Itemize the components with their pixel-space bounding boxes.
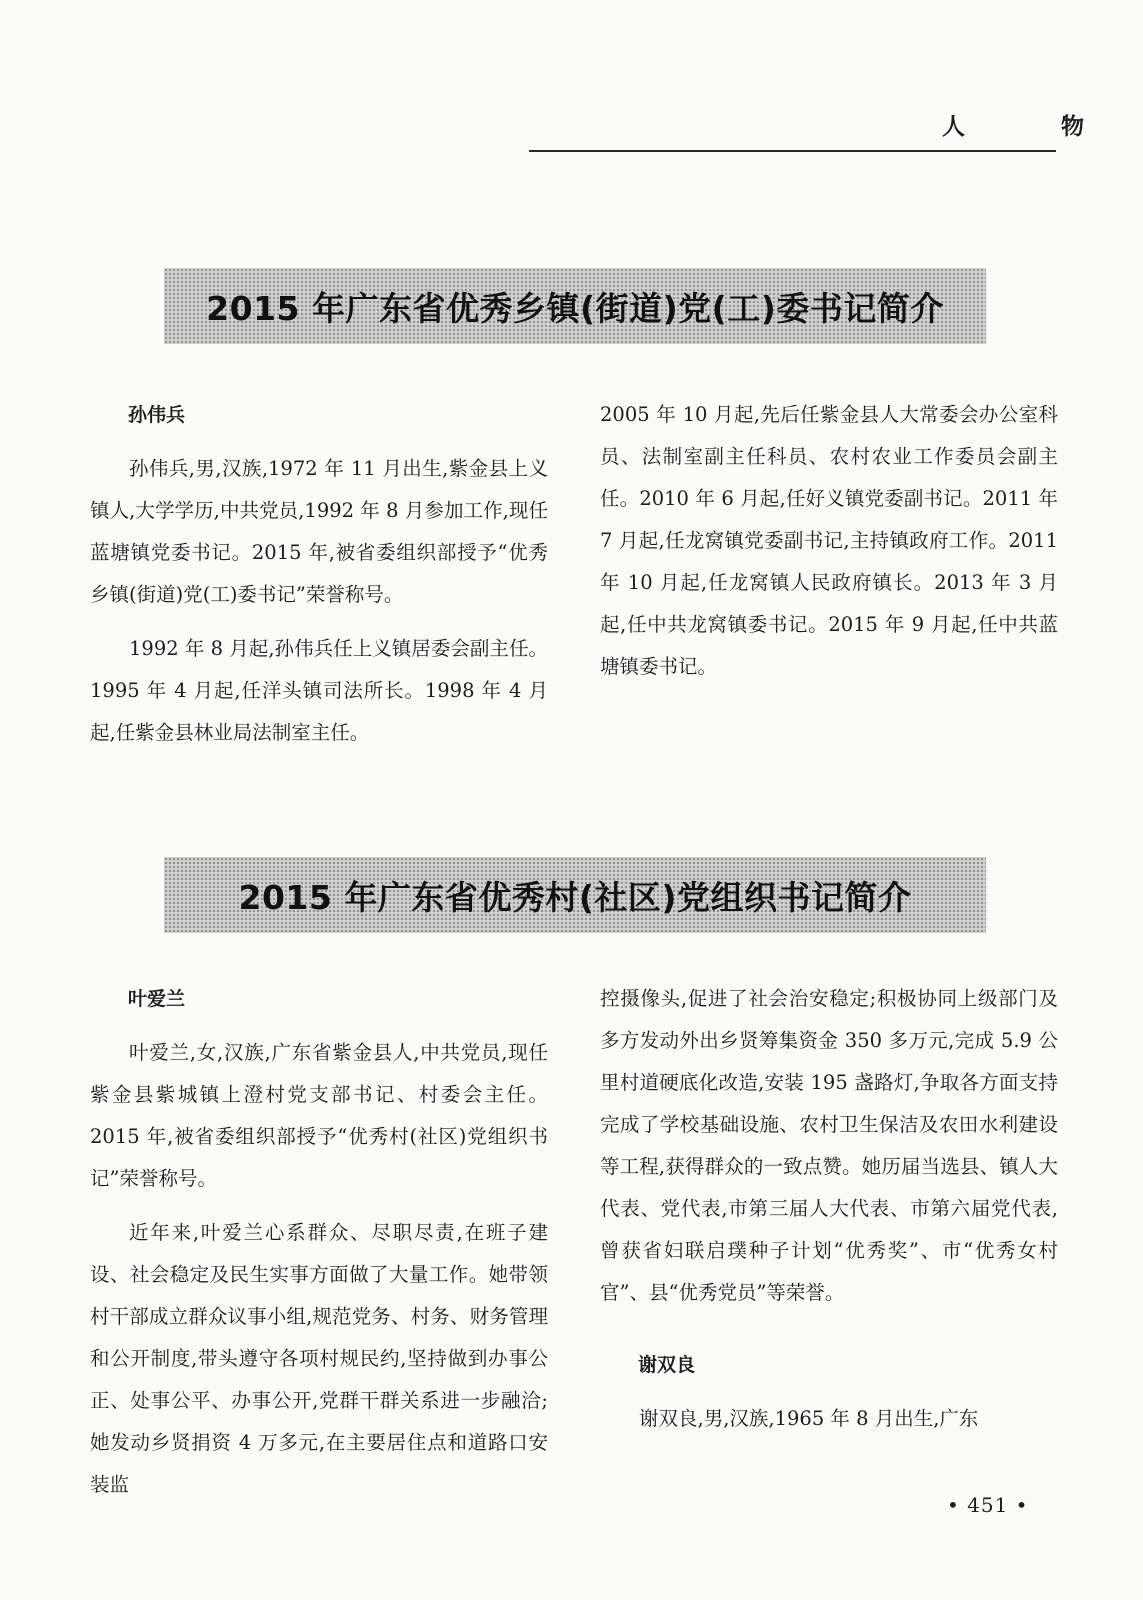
page-number: • 451 • [947, 1493, 1029, 1517]
section2-left-column [90, 978, 548, 1506]
section2-title: 2015 年广东省优秀村(社区)党组织书记简介 [238, 877, 912, 917]
person-name-ye: 叶爱兰 [128, 988, 186, 1010]
paragraph: 1992 年 8 月起,孙伟兵任上义镇居委会副主任。1995 年 4 月起,任洋头镇司法所长。1998 年 4 月起,任紫金县林业局法制室主任。 [90, 637, 548, 744]
section2-banner [164, 857, 986, 933]
section1-left-column [90, 394, 548, 754]
section2-right-column [600, 978, 1058, 1440]
paragraph-continued: 2005 年 10 月起,先后任紫金县人大常委会办公室科员、法制室副主任科员、农村农业工作委员会副主任。2010 年 6 月起,任好义镇党委副书记。2011 年 7 月起,任龙窝镇党委副书记,主持镇政府工作。2011 年 10 月起,任龙窝镇人民政府镇长。2013 年 3 月起,任中共龙窝镇委书记。2015 年 9 月起,任中共蓝塘镇委书记。 [600, 403, 1058, 678]
person-name-xie: 谢双良 [638, 1354, 696, 1376]
section1-banner [164, 268, 986, 344]
paragraph: 近年来,叶爱兰心系群众、尽职尽责,在班子建设、社会稳定及民生实事方面做了大量工作。她带领村干部成立群众议事小组,规范党务、村务、财务管理和公开制度,带头遵守各项村规民约,坚持做到办事公正、处事公平、办事公开,党群干群关系进一步融洽;她发动乡贤捐资 4 万多元,在主要居住点和道路口安装监 [90, 1221, 548, 1496]
paragraph: 孙伟兵,男,汉族,1972 年 11 月出生,紫金县上义镇人,大学学历,中共党员,1992 年 8 月参加工作,现任蓝塘镇党委书记。2015 年,被省委组织部授予“优秀乡镇(街道)党(工)委书记”荣誉称号。 [90, 457, 548, 606]
paragraph-continued: 控摄像头,促进了社会治安稳定;积极协同上级部门及多方发动外出乡贤筹集资金 350 多万元,完成 5.9 公里村道硬底化改造,安装 195 盏路灯,争取各方面支持完成了学校基础设施、农村卫生保洁及农田水利建设等工程,获得群众的一致点赞。她历届当选县、镇人大代表、党代表,市第三届人大代表、市第六届党代表,曾获省妇联启璞种子计划“优秀奖”、市“优秀女村官”、县“优秀党员”等荣誉。 [600, 987, 1058, 1304]
section1-title: 2015 年广东省优秀乡镇(街道)党(工)委书记简介 [206, 288, 944, 328]
person-name-sun: 孙伟兵 [128, 404, 186, 426]
paragraph: 谢双良,男,汉族,1965 年 8 月出生,广东 [639, 1407, 979, 1430]
header-rule [529, 150, 1056, 152]
paragraph: 叶爱兰,女,汉族,广东省紫金县人,中共党员,现任紫金县紫城镇上澄村党支部书记、村委会主任。2015 年,被省委组织部授予“优秀村(社区)党组织书记”荣誉称号。 [90, 1041, 548, 1190]
section1-right-column [600, 394, 1058, 688]
section-header: 人 物 [942, 114, 1129, 140]
